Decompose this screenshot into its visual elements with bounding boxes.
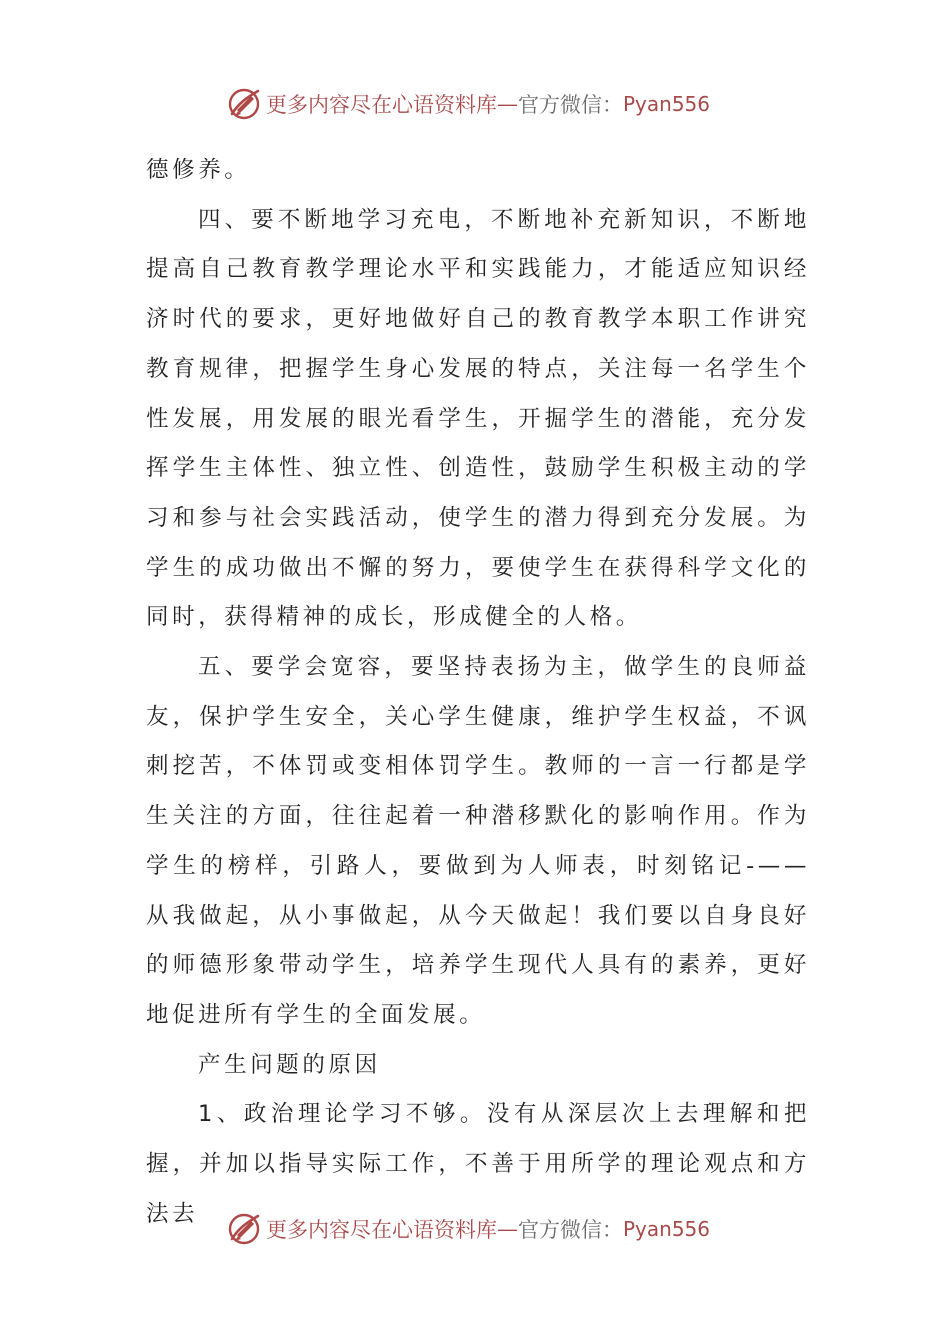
footer-brand-text: 更多内容尽在心语资料库 [266,1218,497,1242]
paragraph-five: 五、要学会宽容，要坚持表扬为主，做学生的良师益友，保护学生安全，关心学生健康，维护学生权益，不讽刺挖苦，不体罚或变相体罚学生。教师的一言一行都是学生关注的方面，往往起着一种潜移默化的影响作用。作为学生的榜样，引路人，要做到为人师表，时刻铭记-——从我做起，从小事做起，从今天做起！我们要以自身良好的师德形象带动学生，培养学生现代人具有的素养，更好地促进所有学生的全面发展。 [146,654,810,1028]
pen-logo-icon [226,86,262,122]
section-heading-causes: 产生问题的原因 [198,1051,381,1078]
header-wechat-id: Pyan556 [623,92,711,116]
document-body [146,146,810,1239]
paragraph-four: 四、要不断地学习充电，不断地补充新知识，不断地提高自己教育教学理论水平和实践能力，才能适应知识经济时代的要求，更好地做好自己的教育教学本职工作讲究教育规律，把握学生身心发展的特点，关注每一名学生个性发展，用发展的眼光看学生，开掘学生的潜能，充分发挥学生主体性、独立性、创造性，鼓励学生积极主动的学习和参与社会实践活动，使学生的潜力得到充分发展。为学生的成功做出不懈的努力，要使学生在获得科学文化的同时，获得精神的成长，形成健全的人格。 [146,206,810,631]
footer-wechat-label: 官方微信： [518,1218,623,1242]
paragraph-continuation: 德修养。 [146,157,251,183]
footer-banner [226,1209,710,1249]
header-dash: — [497,92,518,116]
footer-wechat-id: Pyan556 [623,1217,711,1241]
pen-logo-icon [226,1211,262,1247]
header-brand-text: 更多内容尽在心语资料库 [266,93,497,117]
header-wechat-label: 官方微信： [518,93,623,117]
header-banner [226,84,710,124]
paragraph-cause-one: 1、政治理论学习不够。没有从深层次上去理解和把握，并加以指导实际工作，不善于用所学的理论观点和方法去 [146,1101,810,1227]
footer-dash: — [497,1217,518,1241]
